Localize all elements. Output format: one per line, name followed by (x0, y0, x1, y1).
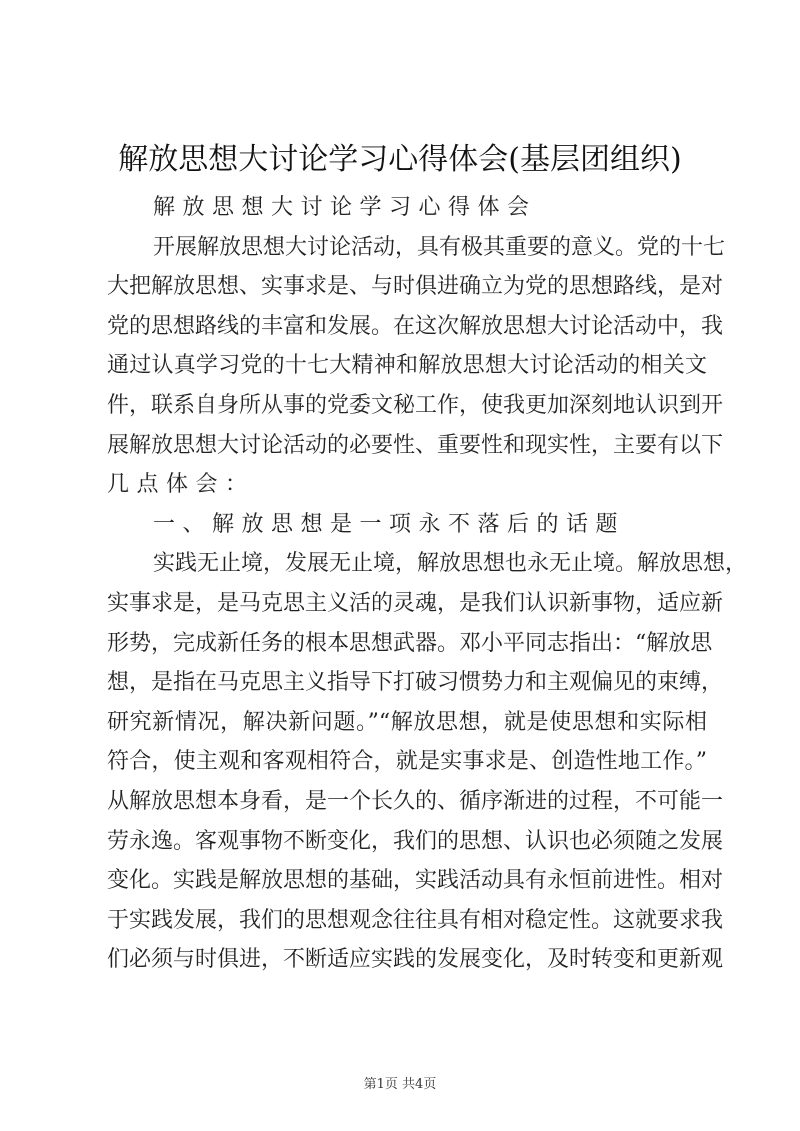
section-heading: 一、解放思想是一项永不落后的话题 (153, 511, 626, 537)
subtitle: 解放思想大讨论学习心得体会 (153, 195, 537, 220)
body-text-line: 符合，使主观和客观相符合，就是实事求是、创造性地工作。” (107, 749, 707, 775)
document-title: 解放思想大讨论学习心得体会(基层团组织) (118, 142, 682, 177)
body-text-line: 党的思想路线的丰富和发展。在这次解放思想大讨论活动中，我 (107, 313, 724, 339)
body-text-line: 大把解放思想、实事求是、与时俱进确立为党的思想路线，是对 (107, 274, 724, 300)
body-text-line: 通过认真学习党的十七大精神和解放思想大讨论活动的相关文 (107, 353, 707, 379)
body-text-line: 展解放思想大讨论活动的必要性、重要性和现实性，主要有以下 (107, 432, 724, 458)
body-text-line: 劳永逸。客观事物不断变化，我们的思想、认识也必须随之发展 (107, 828, 724, 854)
body-text-line: 几点体会： (107, 472, 255, 498)
body-text-line: 于实践发展，我们的思想观念往往具有相对稳定性。这就要求我 (107, 907, 724, 933)
page-footer: 第1页 共4页 (363, 1077, 437, 1092)
body-text-line: 实事求是，是马克思主义活的灵魂，是我们认识新事物，适应新 (107, 590, 724, 616)
body-text-line: 想，是指在马克思主义指导下打破习惯势力和主观偏见的束缚， (107, 670, 724, 696)
body-text-line: 件，联系自身所从事的党委文秘工作，使我更加深刻地认识到开 (107, 392, 724, 418)
body-text-line: 研究新情况，解决新问题。”“解放思想，就是使思想和实际相 (107, 709, 707, 735)
body-text-line: 变化。实践是解放思想的基础，实践活动具有永恒前进性。相对 (107, 868, 724, 894)
body-text-line: 从解放思想本身看，是一个长久的、循序渐进的过程，不可能一 (107, 788, 724, 814)
document-body (107, 188, 748, 980)
body-text-line: 实践无止境，发展无止境，解放思想也永无止境。解放思想， (153, 551, 748, 577)
body-text-line: 形势，完成新任务的根本思想武器。邓小平同志指出：“解放思 (107, 630, 713, 656)
body-text-line: 开展解放思想大讨论活动，具有极其重要的意义。党的十七 (153, 234, 726, 260)
body-text-line: 们必须与时俱进，不断适应实践的发展变化，及时转变和更新观 (107, 947, 724, 973)
